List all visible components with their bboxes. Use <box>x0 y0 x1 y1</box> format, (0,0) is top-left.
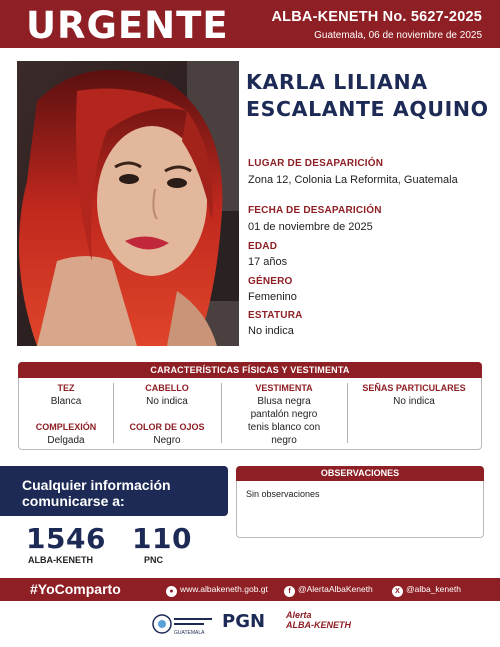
observations-text: Sin observaciones <box>246 489 320 499</box>
senas-value: No indica <box>393 396 435 407</box>
contact-line-2: comunicarse a: <box>22 493 125 509</box>
phone-pnc-label: PNC <box>144 555 164 565</box>
vestimenta-line: tenis blanco con <box>247 422 321 433</box>
website-link[interactable] <box>166 584 268 597</box>
field-label-fecha: FECHA DE DESAPARICIÓN <box>248 205 382 216</box>
characteristics-title: CARACTERÍSTICAS FÍSICAS Y VESTIMENTA <box>18 362 482 378</box>
vestimenta-line: pantalón negro <box>250 409 318 420</box>
complexion-label: COMPLEXIÓN <box>35 422 97 432</box>
place-date: Guatemala, 06 de noviembre de 2025 <box>314 30 482 41</box>
contact-line-1: Cualquier información <box>22 477 171 493</box>
vestimenta-label: VESTIMENTA <box>255 383 313 393</box>
ojos-label: COLOR DE OJOS <box>129 422 205 432</box>
pgn-logo: PGN <box>222 611 266 632</box>
missing-person-name <box>246 69 496 123</box>
field-value-estatura: No indica <box>248 325 294 337</box>
header-banner <box>0 0 500 48</box>
field-value-lugar: Zona 12, Colonia La Reformita, Guatemala <box>248 174 458 186</box>
name-line-2: ESCALANTE AQUINO <box>246 97 489 121</box>
cabello-label: CABELLO <box>145 383 189 393</box>
alerta-logo-line-1: Alerta <box>286 610 312 620</box>
phone-pnc: 110 <box>132 522 192 555</box>
footer-bar <box>0 578 500 601</box>
name-line-1: KARLA LILIANA <box>246 70 428 94</box>
globe-icon: ● <box>166 586 177 597</box>
alert-number: ALBA-KENETH No. 5627-2025 <box>271 9 482 25</box>
field-label-estatura: ESTATURA <box>248 310 303 321</box>
alerta-alba-keneth-logo <box>286 610 351 630</box>
complexion-value: Delgada <box>47 435 85 446</box>
guatemala-emblem-icon <box>152 612 214 636</box>
missing-person-photo <box>17 61 239 346</box>
field-label-lugar: LUGAR DE DESAPARICIÓN <box>248 158 384 169</box>
field-label-genero: GÉNERO <box>248 276 293 287</box>
phone-alba-keneth-label: ALBA-KENETH <box>28 555 93 565</box>
field-value-edad: 17 años <box>248 256 288 268</box>
tez-label: TEZ <box>57 383 75 393</box>
facebook-link[interactable] <box>284 584 373 597</box>
alerta-logo-line-2: ALBA-KENETH <box>286 620 351 630</box>
guatemala-text: GUATEMALA <box>174 630 205 636</box>
facebook-text: @AlertaAlbaKeneth <box>298 584 373 594</box>
contact-banner <box>0 466 228 516</box>
vestimenta-line: Blusa negra <box>257 396 311 407</box>
x-icon: X <box>392 586 403 597</box>
website-text: www.albakeneth.gob.gt <box>180 584 268 594</box>
field-value-genero: Femenino <box>248 291 297 303</box>
ojos-value: Negro <box>153 435 181 446</box>
tez-value: Blanca <box>50 396 82 407</box>
x-link[interactable] <box>392 584 461 597</box>
guatemala-logo <box>152 612 214 641</box>
portrait-illustration <box>17 61 239 346</box>
facebook-icon: f <box>284 586 295 597</box>
senas-label: SEÑAS PARTICULARES <box>362 383 466 393</box>
phone-alba-keneth: 1546 <box>26 522 106 555</box>
observations-title: OBSERVACIONES <box>236 466 484 481</box>
field-label-edad: EDAD <box>248 241 278 252</box>
urgente-title: URGENTE <box>26 4 229 47</box>
hashtag: #YoComparto <box>30 581 121 597</box>
x-text: @alba_keneth <box>406 584 461 594</box>
vestimenta-line: negro <box>271 435 297 446</box>
cabello-value: No indica <box>146 396 188 407</box>
field-value-fecha: 01 de noviembre de 2025 <box>248 221 373 233</box>
